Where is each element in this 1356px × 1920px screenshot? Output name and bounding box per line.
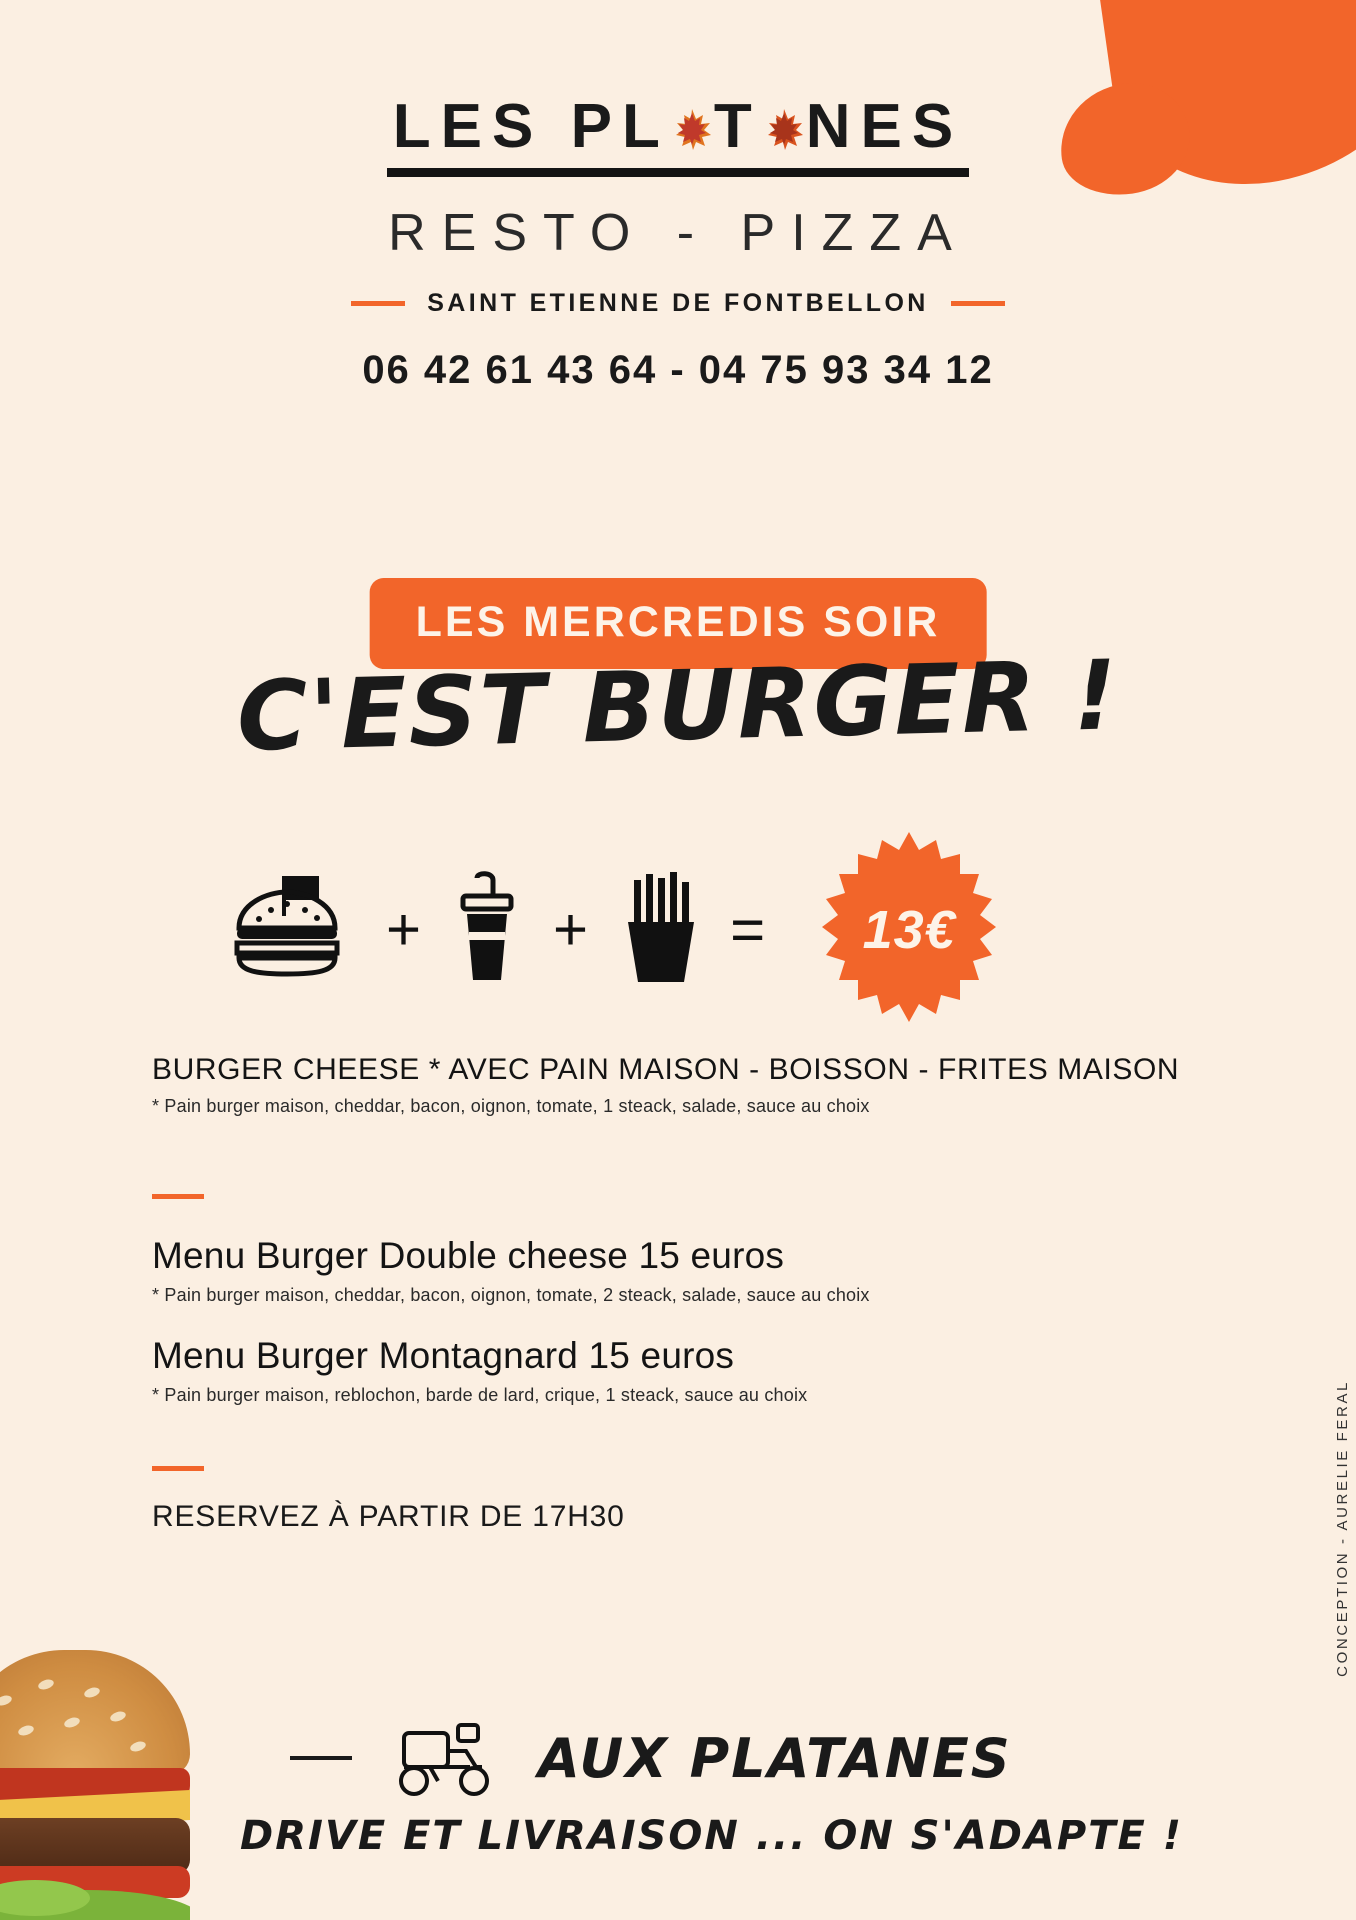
brand-title-part-2: T	[713, 92, 762, 161]
burger-photo	[0, 1650, 190, 1920]
footer	[240, 1715, 1190, 1859]
brand-subtitle: RESTO - PIZZA	[388, 204, 968, 262]
menu-item-note-1: * Pain burger maison, cheddar, bacon, oignon, tomate, 2 steack, salade, sauce au choix	[152, 1285, 870, 1305]
rule-right	[951, 301, 1005, 306]
brand-underline	[387, 92, 969, 177]
plus-sign-2: +	[553, 896, 589, 963]
burger-bun-top	[0, 1650, 190, 1775]
fries-icon	[614, 870, 704, 990]
offer-title: BURGER CHEESE * AVEC PAIN MAISON - BOISSON - FRITES MAISON	[152, 1053, 1180, 1086]
section-divider-2	[152, 1466, 204, 1471]
menu-item-note-2: * Pain burger maison, reblochon, barde de lard, crique, 1 steack, sauce au choix	[152, 1385, 808, 1405]
promo-headline: C'EST BURGER !	[235, 639, 1121, 773]
footer-line-2: DRIVE ET LIVRAISON ... ON S'ADAPTE !	[240, 1813, 1183, 1859]
brand-title-part-3: NES	[805, 92, 964, 161]
delivery-scooter-icon	[370, 1715, 500, 1801]
credit-text: CONCEPTION - AURELIE FERAL	[1334, 1380, 1351, 1677]
city-row	[0, 289, 1356, 318]
footer-row-top	[290, 1715, 1190, 1801]
plus-sign-1: +	[386, 896, 422, 963]
menu-item-title-2: Menu Burger Montagnard 15 euros	[152, 1335, 735, 1376]
drink-cup-icon	[447, 870, 527, 990]
burger-icon	[225, 870, 360, 990]
city-label: SAINT ETIENNE DE FONTBELLON	[427, 289, 929, 317]
brand-title	[392, 92, 964, 161]
menu-item-title-1: Menu Burger Double cheese 15 euros	[152, 1235, 785, 1276]
price-badge	[809, 830, 1009, 1030]
footer-rule	[290, 1756, 352, 1760]
phone-numbers: 06 42 61 43 64 - 04 75 93 34 12	[362, 348, 994, 392]
maple-leaf-icon	[670, 107, 714, 151]
equals-sign: =	[730, 896, 766, 963]
rule-left	[351, 301, 405, 306]
brand-title-part-1: LES PL	[392, 92, 670, 161]
footer-line-1: AUX PLATANES	[538, 1726, 1012, 1790]
price-equation	[225, 830, 1186, 1030]
price-value: 13€	[862, 900, 956, 960]
reservation-text: RESERVEZ À PARTIR DE 17H30	[152, 1500, 625, 1533]
promo-badge: LES MERCREDIS SOIR	[370, 578, 987, 669]
header	[0, 92, 1356, 393]
section-divider-1	[152, 1194, 204, 1199]
offer-note: * Pain burger maison, cheddar, bacon, oignon, tomate, 1 steack, salade, sauce au choix	[152, 1096, 870, 1116]
maple-leaf-icon-2	[762, 107, 806, 151]
